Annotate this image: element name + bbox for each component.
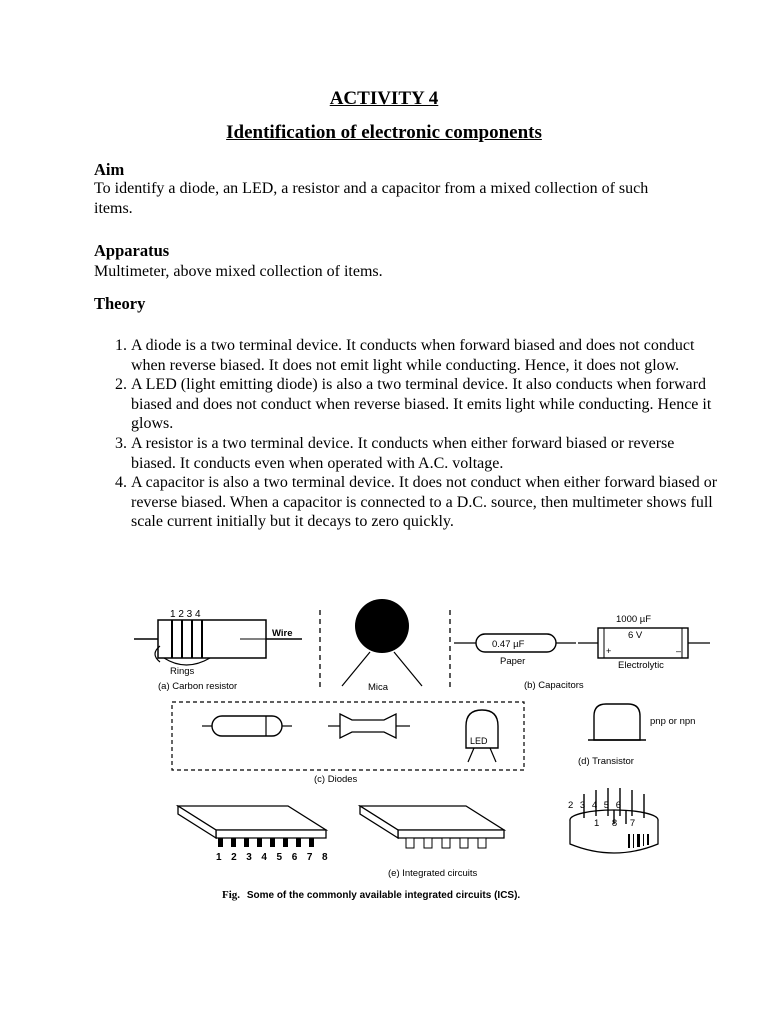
integrated-circuits-caption: (e) Integrated circuits xyxy=(388,868,478,879)
aim-heading: Aim xyxy=(94,160,125,179)
theory-item: 1. A diode is a two terminal device. It conducts when forward biased and does not conduct when reverse biased. It does not emit light while conducting. Hence, it does not glow. xyxy=(131,336,721,375)
led-label: LED xyxy=(470,736,488,746)
activity-title: ACTIVITY 4 xyxy=(329,88,439,109)
theory-heading: Theory xyxy=(94,294,146,313)
paper-value-label: 0.47 µF xyxy=(492,639,525,650)
electrolytic-voltage-label: 6 V xyxy=(628,630,643,641)
plus-label: + xyxy=(606,646,612,656)
theory-item: 2. A LED (light emitting diode) is also a two terminal device. It also conducts when forward biased and does not conduct when reverse biased. It emits light while conducting. Hence it glows. xyxy=(131,375,721,434)
apparatus-heading: Apparatus xyxy=(94,241,170,260)
figure-caption: Fig. Some of the commonly available integrated circuits (ICS). xyxy=(222,889,521,901)
can-pins-bottom-label: 1 8 7 xyxy=(594,818,641,829)
diodes-caption: (c) Diodes xyxy=(314,774,358,785)
flat-ic-drawing xyxy=(360,806,504,848)
activity-subtitle: Identification of electronic components xyxy=(226,122,542,143)
electrolytic-value-label: 1000 µF xyxy=(616,614,652,625)
electrolytic-label: Electrolytic xyxy=(618,660,664,671)
theory-list xyxy=(94,336,721,532)
mica-capacitor-drawing xyxy=(342,599,422,686)
pnp-npn-label: pnp or npn xyxy=(650,716,696,727)
carbon-resistor-drawing xyxy=(134,620,302,665)
dip-ic-drawing xyxy=(178,806,326,847)
aim-text: To identify a diode, an LED, a resistor and a capacitor from a mixed collection of such items. xyxy=(94,180,649,217)
carbon-resistor-caption: (a) Carbon resistor xyxy=(158,681,238,692)
components-figure xyxy=(120,598,720,908)
glass-diode-drawing xyxy=(328,714,410,738)
theory-item: 4. A capacitor is also a two terminal device. It does not conduct when either forward biased or reverse biased. When a capacitor is connected to a D.C. source, then multimeter shows full scale current initially but it decays to zero quickly. xyxy=(131,473,721,532)
minus-label: – xyxy=(676,646,682,656)
can-pins-top-label: 2 3 4 5 6 xyxy=(568,800,623,811)
transistor-drawing xyxy=(588,704,646,740)
transistor-caption: (d) Transistor xyxy=(578,756,634,767)
apparatus-text: Multimeter, above mixed collection of items. xyxy=(94,263,383,280)
diode-drawing xyxy=(202,716,292,736)
ic-pins-label: 1 2 3 4 5 6 7 8 xyxy=(216,852,331,863)
paper-label: Paper xyxy=(500,656,526,667)
mica-label: Mica xyxy=(368,682,389,693)
ring-numbers-label: 1 2 3 4 xyxy=(170,609,201,620)
rings-label: Rings xyxy=(170,666,195,677)
theory-item: 3. A resistor is a two terminal device. It conducts when either forward biased or reverse biased. It conducts even when operated with A.C. voltage. xyxy=(131,434,721,473)
electrolytic-capacitor-drawing xyxy=(578,628,710,658)
capacitors-caption: (b) Capacitors xyxy=(524,680,584,691)
wire-label: Wire xyxy=(272,628,293,639)
